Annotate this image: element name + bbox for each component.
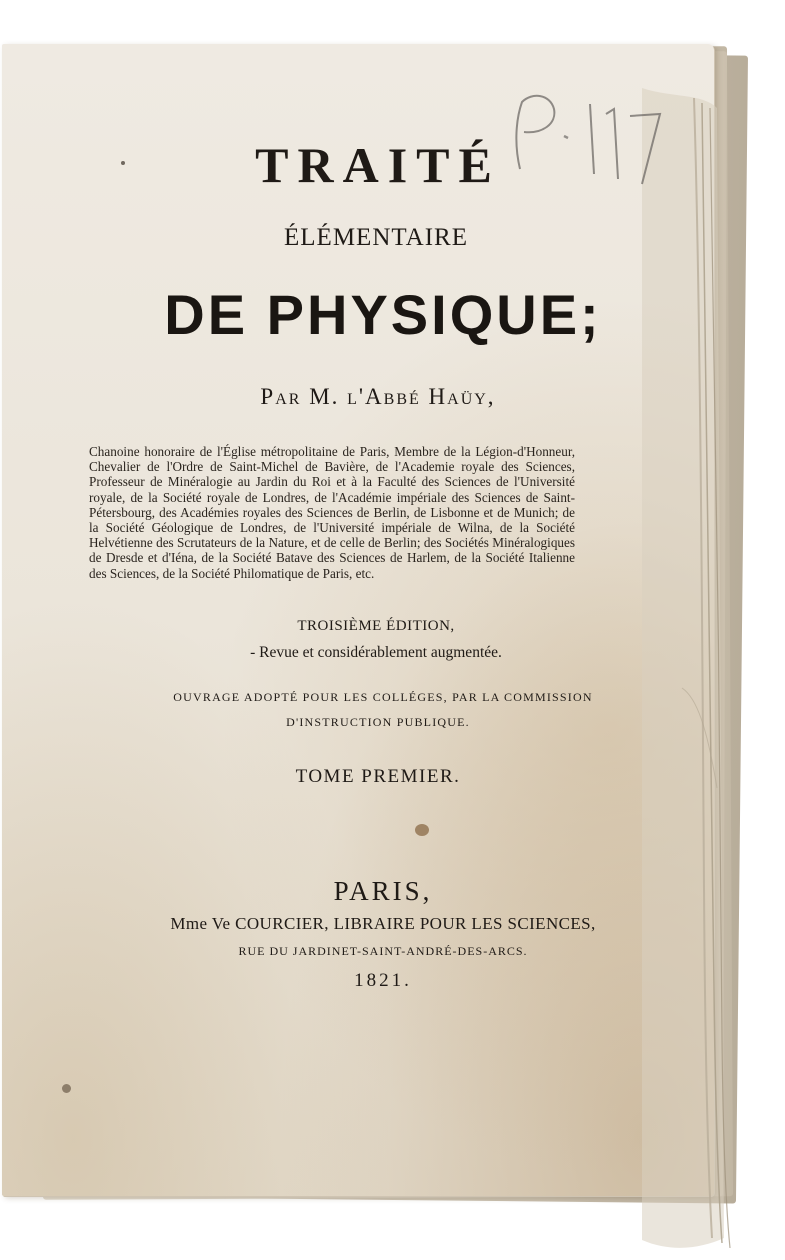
author-credentials: Chanoine honoraire de l'Église métropolitaine de Paris, Membre de la Légion-d'Honneur, Chevalier de l'Ordre de Saint-Michel de Bavière, de l'Academie royale des Sciences, Professeur de Minéralogie au Jardin du Roi et à la Faculté des Sciences de l'Université royale, de la Société royale de Londres, de l'Académie impériale des Sciences de Saint-Pétersbourg, des Académies royales des Sciences de Berlin, de Lisbonne et de Munich; de la Société Géologique de Londres, de l'Université impériale de Wilna, de la Société Helvétienne des Scrutateurs de la Nature, et de celle de Berlin; des Sociétés Minéralogiques de Dresde et d'Iéna, de la Société Batave des Sciences de Harlem, de la Société Italienne des Sciences, de la Société Philomatique de Paris, etc. [89,444,575,581]
imprint-address: RUE DU JARDINET-SAINT-ANDRÉ-DES-ARCS. [238,944,528,958]
title-line-traite: TRAITÉ [255,137,501,193]
edition-line: TROISIÈME ÉDITION, [297,618,455,634]
adoption-line-2: D'INSTRUCTION PUBLIQUE. [286,715,470,729]
foxing-spot [415,824,429,836]
revision-line: - Revue et considérablement augmentée. [250,644,502,661]
title-line-elementaire: ÉLÉMENTAIRE [284,224,468,251]
volume-line: TOME PREMIER. [295,766,461,787]
pencil-shelfmark-text: P. 117 [502,74,505,75]
imprint-publisher: Mme Ve COURCIER, LIBRAIRE POUR LES SCIENCES, [170,914,596,933]
title-line-physique: DE PHYSIQUE; [164,283,602,346]
title-page [2,44,714,1196]
foxing-spot [62,1084,71,1093]
author-line: Par M. l'Abbé Haüy, [260,384,496,409]
fore-edge-pages [642,88,752,1258]
adoption-line-1: OUVRAGE ADOPTÉ POUR LES COLLÉGES, PAR LA COMMISSION [173,690,593,704]
imprint-year: 1821. [354,970,412,991]
imprint-city: PARIS, [333,876,433,906]
